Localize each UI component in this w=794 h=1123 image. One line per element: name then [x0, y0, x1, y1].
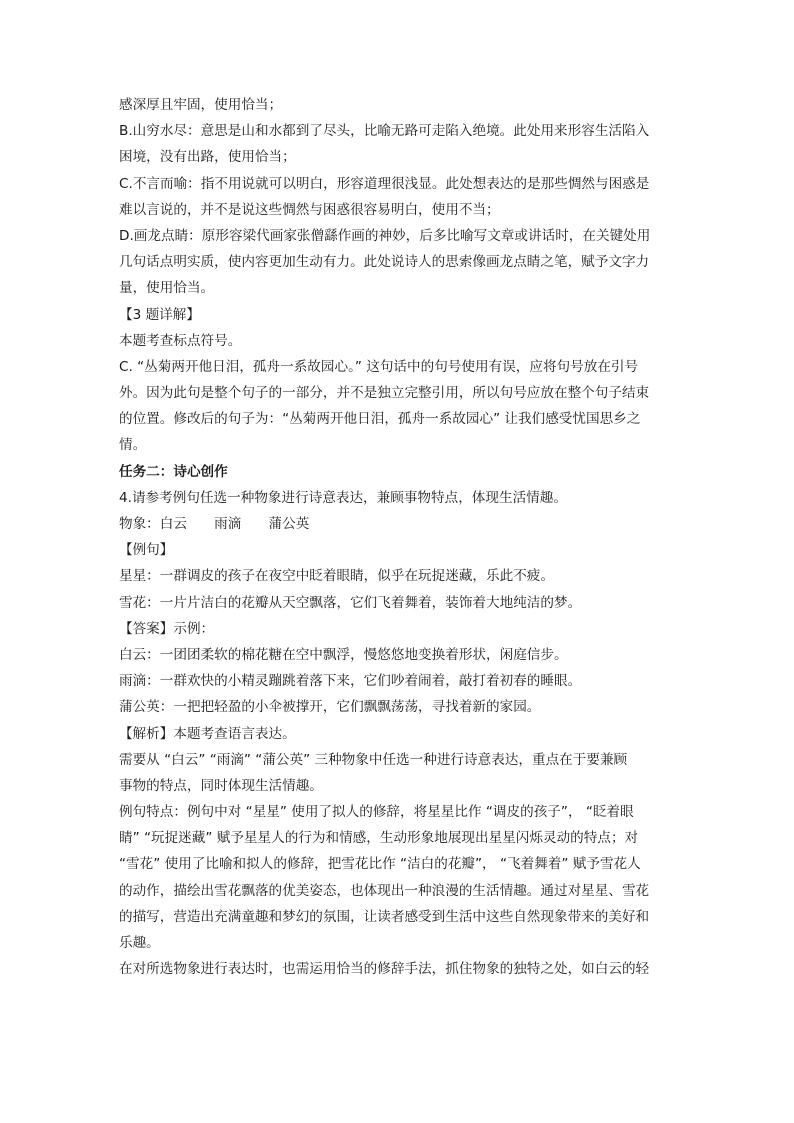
question-line: 4.请参考例句任选一种物象进行诗意表达，兼顾事物特点，体现生活情趣。	[119, 489, 567, 506]
text-line: D.画龙点睛：原形容梁代画家张僧繇作画的神妙，后多比喻写文章或讲话时，在关键处用	[119, 227, 651, 244]
text-line: B.山穷水尽：意思是山和水都到了尽头，比喻无路可走陷入绝境。此处用来形容生活陷入	[119, 123, 650, 140]
text-line: 感深厚且牢固，使用恰当；	[119, 97, 283, 113]
text-line: 事物的特点，同时体现生活情趣。	[119, 777, 323, 794]
document-page	[119, 92, 679, 982]
text-line: 难以言说的，并不是说这些惆然与困惑很容易明白，使用不当；	[119, 201, 500, 218]
text-line: 物象：白云 雨滴 蒲公英	[119, 516, 310, 532]
text-line: 雨滴：一群欢快的小精灵蹦跳着落下来，它们吵着闹着，敲打着初春的睡眼。	[119, 673, 582, 690]
text-line: 情。	[119, 437, 147, 454]
text-line: 外。因为此句是整个句子的一部分，并不是独立完整引用，所以句号应放在整个句子结束	[119, 385, 650, 402]
text-line: 在对所选物象进行表达时，也需运用恰当的修辞手法，抓住物象的独特之处，如白云的轻	[119, 961, 650, 978]
text-line: 蒲公英：一把把轻盈的小伞被撑开，它们飘飘荡荡，寻找着新的家园。	[119, 699, 541, 716]
text-line: C.不言而喻：指不用说就可以明白，形容道理很浅显。此处想表达的是那些惆然与困惑是	[119, 175, 650, 192]
text-line: 乐趣。	[119, 935, 160, 951]
answer-heading: 【答案】示例：	[119, 620, 215, 637]
text-line: 困境，没有出路，使用恰当；	[119, 149, 296, 166]
text-line: 需要从 “白云” “雨滴” “蒲公英” 三种物象中任选一种进行诗意表达，重点在于要兼顾	[119, 751, 628, 768]
text-line: 的位置。修改后的句子为：“丛菊两开他日泪，孤舟一系故园心” 让我们感受忧国思乡之	[119, 411, 641, 428]
analysis-heading: 【解析】本题考查语言表达。	[119, 725, 296, 742]
text-line: 雪花：一片片洁白的花瓣从天空飘落，它们飞着舞着，装饰着大地纯洁的梦。	[119, 594, 582, 611]
text-line: “雪花” 使用了比喻和拟人的修辞，把雪花比作 “洁白的花瓣”， “飞着舞着” 赋予雪花人	[119, 856, 641, 873]
text-line: 睛” “玩捉迷藏” 赋予星星人的行为和情感，生动形象地展现出星星闪烁灵动的特点；对	[119, 830, 639, 847]
text-line: 例句特点：例句中对 “星星” 使用了拟人的修辞，将星星比作 “调皮的孩子”， “眨着眼	[119, 804, 634, 821]
task-heading: 任务二：诗心创作	[119, 463, 228, 480]
text-line: 几句话点明实质，使内容更加生动有力。此处说诗人的思索像画龙点睛之笔，赋予文字力	[119, 254, 650, 271]
section-heading: 【例句】	[119, 542, 174, 559]
text-line: 白云：一团团柔软的棉花糖在空中飘浮，慢悠悠地变换着形状，闲庭信步。	[119, 646, 568, 663]
text-line: 的动作，描绘出雪花飘落的优美姿态，也体现出一种浪漫的生活情趣。通过对星星、雪花	[119, 882, 650, 899]
text-line: 的描写，营造出充满童趣和梦幻的氛围，让读者感受到生活中这些自然现象带来的美好和	[119, 908, 650, 925]
text-line: 量，使用恰当。	[119, 280, 215, 297]
text-line: C. “丛菊两开他日泪，孤舟一系故园心。” 这句话中的句号使用有误，应将句号放在引号	[119, 358, 639, 375]
text-line: 星星：一群调皮的孩子在夜空中眨着眼睛，似乎在玩捉迷藏，乐此不疲。	[119, 568, 554, 585]
section-heading: 【3 题详解】	[119, 306, 200, 323]
text-line: 本题考查标点符号。	[119, 332, 242, 349]
